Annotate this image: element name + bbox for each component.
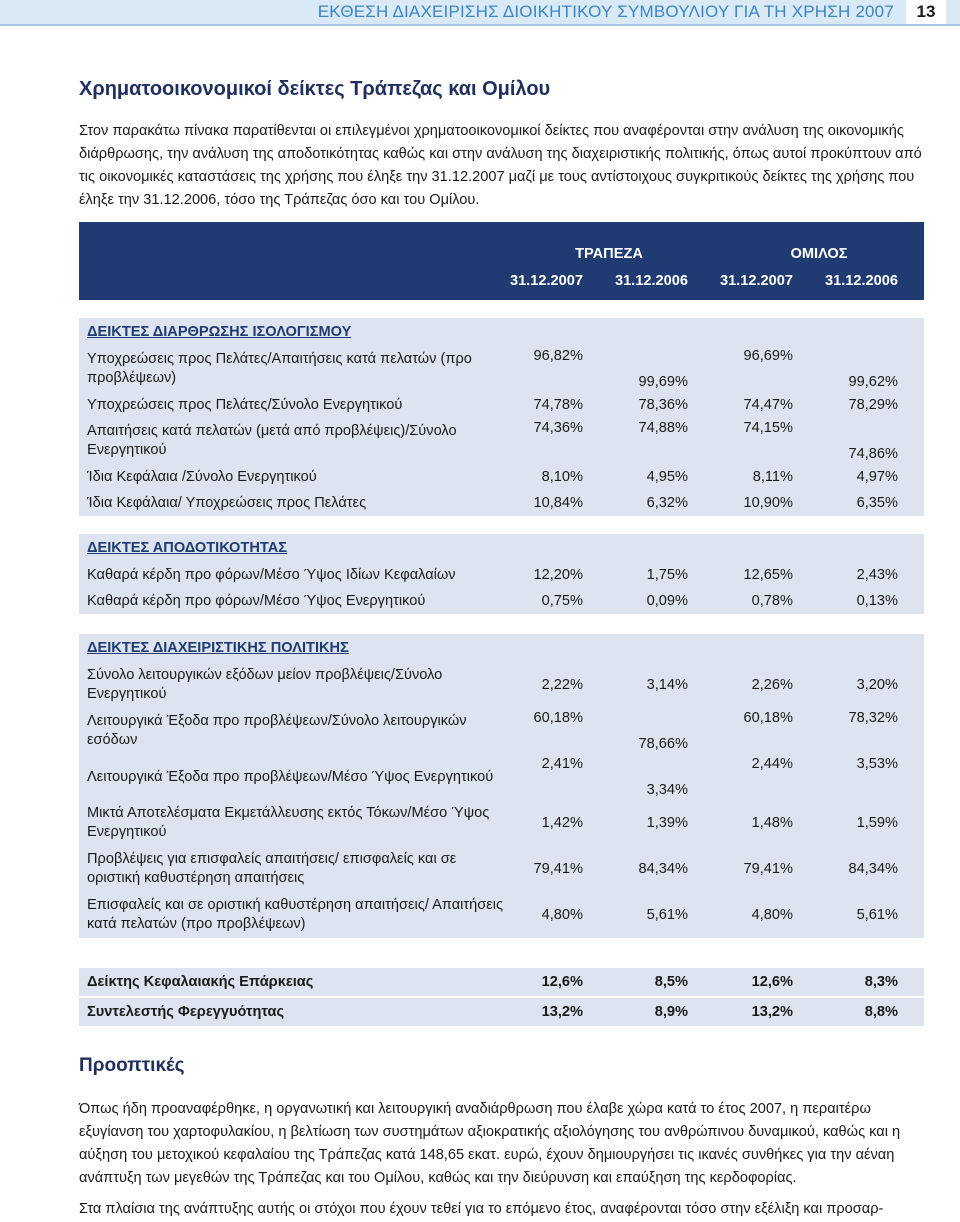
value-cell: 2,26% — [714, 662, 819, 708]
value-cell: 84,34% — [819, 846, 924, 892]
value-cell: 0,78% — [714, 588, 819, 614]
value-cell: 2,22% — [504, 662, 609, 708]
value-cell: 4,80% — [714, 892, 819, 938]
value-cell: 12,65% — [714, 562, 819, 588]
group-group-header: ΟΜΙΛΟΣ — [714, 222, 924, 262]
outlook-title: Προοπτικές — [79, 1055, 185, 1076]
summary-value-cell: 8,5% — [609, 968, 714, 997]
value-cell: 0,13% — [819, 588, 924, 614]
table-row — [79, 754, 924, 800]
table-row — [79, 464, 924, 490]
group-title-row — [79, 318, 924, 346]
table-row — [79, 800, 924, 846]
summary-row — [79, 997, 924, 1026]
value-cell: 99,62% — [819, 346, 924, 392]
row-label: Προβλέψεις για επισφαλείς απαιτήσεις/ επισφαλείς και σε οριστική καθυστέρηση απαιτήσεις — [79, 846, 504, 892]
spacer-cell — [79, 516, 924, 534]
summary-value-cell: 13,2% — [714, 997, 819, 1026]
value-cell: 84,34% — [609, 846, 714, 892]
value-cell: 5,61% — [609, 892, 714, 938]
value-cell: 1,59% — [819, 800, 924, 846]
table-row — [79, 588, 924, 614]
value-cell: 2,43% — [819, 562, 924, 588]
date-header-bank-2006: 31.12.2006 — [609, 262, 714, 300]
value-cell: 8,11% — [714, 464, 819, 490]
financial-ratios-table — [79, 222, 924, 1026]
value-cell: 5,61% — [819, 892, 924, 938]
value-cell: 74,36% — [504, 418, 609, 464]
value-cell: 1,75% — [609, 562, 714, 588]
value-cell: 2,41% — [504, 754, 609, 800]
value-cell: 60,18% — [504, 708, 609, 754]
value-cell: 79,41% — [714, 846, 819, 892]
value-cell: 78,36% — [609, 392, 714, 418]
summary-row — [79, 968, 924, 997]
table-row — [79, 846, 924, 892]
row-label: Μικτά Αποτελέσματα Εκμετάλλευσης εκτός Τόκων/Μέσο Ύψος Ενεργητικού — [79, 800, 504, 846]
group-spacer-row — [79, 300, 924, 318]
row-label: Ίδια Κεφάλαια /Σύνολο Ενεργητικού — [79, 464, 504, 490]
value-cell: 3,14% — [609, 662, 714, 708]
group-title: ΔΕΙΚΤΕΣ ΑΠΟΔΟΤΙΚΟΤΗΤΑΣ — [79, 534, 924, 562]
value-cell: 74,78% — [504, 392, 609, 418]
table-row — [79, 392, 924, 418]
value-cell: 74,15% — [714, 418, 819, 464]
date-header-group-2007: 31.12.2007 — [714, 262, 819, 300]
value-cell: 78,29% — [819, 392, 924, 418]
row-label: Υποχρεώσεις προς Πελάτες/Απαιτήσεις κατά πελατών (προ προβλέψεων) — [79, 346, 504, 392]
row-label: Καθαρά κέρδη προ φόρων/Μέσο Ύψος Ιδίων Κεφαλαίων — [79, 562, 504, 588]
value-cell: 78,32% — [819, 708, 924, 754]
outlook-paragraph-2: Στα πλαίσια της ανάπτυξης αυτής οι στόχοι που έχουν τεθεί για το επόμενο έτος, αναφέρονται τόσο στην εξέλιξη και προσαρ- — [79, 1201, 884, 1217]
table-row — [79, 562, 924, 588]
value-cell: 60,18% — [714, 708, 819, 754]
table-group-header-row — [79, 222, 924, 262]
value-cell: 4,80% — [504, 892, 609, 938]
value-cell: 79,41% — [504, 846, 609, 892]
report-header-title: ΕΚΘΕΣΗ ΔΙΑΧΕΙΡΙΣΗΣ ΔΙΟΙΚΗΤΙΚΟΥ ΣΥΜΒΟΥΛΙΟΥ ΓΙΑ ΤΗ ΧΡΗΣΗ 2007 — [317, 2, 894, 21]
group-spacer-row — [79, 938, 924, 968]
page-number: 13 — [906, 0, 946, 24]
summary-value-cell: 12,6% — [714, 968, 819, 997]
group-title: ΔΕΙΚΤΕΣ ΔΙΑΧΕΙΡΙΣΤΙΚΗΣ ΠΟΛΙΤΙΚΗΣ — [79, 634, 924, 662]
group-spacer-row — [79, 614, 924, 634]
outlook-paragraph-1: Όπως ήδη προαναφέρθηκε, η οργανωτική και λειτουργική αναδιάρθρωση που έλαβε χώρα κατά το έτος 2007, η περαιτέρω εξυγίανση του χαρτοφυλακίου, η βελτίωση των συστημάτων αξιοκρατικής αξιολόγησης του ανθρώπινου δυναμικού, καθώς και η αύξηση του μετοχικού κεφαλαίου της Τράπεζας κατά 148,65 εκατ. ευρώ, έχουν δημιουργήσει τις ικανές συνθήκες για την αέναη ανάπτυξη των μεγεθών της Τράπεζας και του Ομίλου, καθώς και την διεύρυνση και επαύξηση της κερδοφορίας. — [79, 1101, 901, 1186]
summary-value-cell: 13,2% — [504, 997, 609, 1026]
header-spacer — [79, 222, 504, 262]
group-title-row — [79, 634, 924, 662]
value-cell: 3,34% — [609, 754, 714, 800]
summary-value-cell: 8,8% — [819, 997, 924, 1026]
row-label: Επισφαλείς και σε οριστική καθυστέρηση απαιτήσεις/ Απαιτήσεις κατά πελατών (προ προβλέψεων) — [79, 892, 504, 938]
value-cell: 96,69% — [714, 346, 819, 392]
intro-paragraph: Στον παρακάτω πίνακα παρατίθενται οι επιλεγμένοι χρηματοοικονομικοί δείκτες που αναφέρονται στην ανάλυση της οικονομικής διάρθρωσης, την ανάλυση της αποδοτικότητας καθώς και στην ανάλυση της διαχειριστικής πολιτικής, όπως αυτοί προκύπτουν από τις οικονομικές καταστάσεις της χρήσης που έληξε την 31.12.2007 μαζί με τους αντίστοιχους συγκριτικούς δείκτες της χρήσης που έληξε την 31.12.2006, τόσο της Τράπεζας όσο και του Ομίλου. — [79, 123, 922, 208]
value-cell: 74,88% — [609, 418, 714, 464]
table-row — [79, 418, 924, 464]
spacer-cell — [79, 614, 924, 634]
group-title: ΔΕΙΚΤΕΣ ΔΙΑΡΘΡΩΣΗΣ ΙΣΟΛΟΓΙΣΜΟΥ — [79, 318, 924, 346]
row-label: Καθαρά κέρδη προ φόρων/Μέσο Ύψος Ενεργητικού — [79, 588, 504, 614]
row-label: Λειτουργικά Έξοδα προ προβλέψεων/Σύνολο λειτουργικών εσόδων — [79, 708, 504, 754]
row-label: Σύνολο λειτουργικών εξόδων μείον προβλέψεις/Σύνολο Ενεργητικού — [79, 662, 504, 708]
value-cell: 1,42% — [504, 800, 609, 846]
summary-value-cell: 12,6% — [504, 968, 609, 997]
table-row — [79, 662, 924, 708]
value-cell: 4,95% — [609, 464, 714, 490]
header-band — [0, 0, 960, 26]
row-label: Λειτουργικά Έξοδα προ προβλέψεων/Μέσο Ύψος Ενεργητικού — [79, 754, 504, 800]
value-cell: 10,90% — [714, 490, 819, 516]
value-cell: 6,35% — [819, 490, 924, 516]
value-cell: 6,32% — [609, 490, 714, 516]
summary-value-cell: 8,9% — [609, 997, 714, 1026]
value-cell: 74,47% — [714, 392, 819, 418]
row-label: Υποχρεώσεις προς Πελάτες/Σύνολο Ενεργητικού — [79, 392, 504, 418]
value-cell: 3,53% — [819, 754, 924, 800]
value-cell: 4,97% — [819, 464, 924, 490]
value-cell: 99,69% — [609, 346, 714, 392]
table-row — [79, 490, 924, 516]
value-cell: 12,20% — [504, 562, 609, 588]
section-title: Χρηματοοικονομικοί δείκτες Τράπεζας και Ομίλου — [79, 78, 551, 100]
table-row — [79, 708, 924, 754]
value-cell: 0,09% — [609, 588, 714, 614]
value-cell: 2,44% — [714, 754, 819, 800]
group-spacer-row — [79, 516, 924, 534]
value-cell: 1,48% — [714, 800, 819, 846]
summary-value-cell: 8,3% — [819, 968, 924, 997]
value-cell: 3,20% — [819, 662, 924, 708]
table-date-header-row — [79, 262, 924, 300]
spacer-cell — [79, 300, 924, 318]
value-cell: 8,10% — [504, 464, 609, 490]
header-spacer — [79, 262, 504, 300]
spacer-cell — [79, 938, 924, 968]
date-header-group-2006: 31.12.2006 — [819, 262, 924, 300]
table-row — [79, 346, 924, 392]
bank-group-header: ΤΡΑΠΕΖΑ — [504, 222, 714, 262]
date-header-bank-2007: 31.12.2007 — [504, 262, 609, 300]
group-title-row — [79, 534, 924, 562]
value-cell: 0,75% — [504, 588, 609, 614]
value-cell: 78,66% — [609, 708, 714, 754]
value-cell: 1,39% — [609, 800, 714, 846]
value-cell: 96,82% — [504, 346, 609, 392]
summary-label: Συντελεστής Φερεγγυότητας — [79, 997, 504, 1026]
row-label: Ίδια Κεφάλαια/ Υποχρεώσεις προς Πελάτες — [79, 490, 504, 516]
table-row — [79, 892, 924, 938]
summary-label: Δείκτης Κεφαλαιακής Επάρκειας — [79, 968, 504, 997]
value-cell: 74,86% — [819, 418, 924, 464]
value-cell: 10,84% — [504, 490, 609, 516]
row-label: Απαιτήσεις κατά πελατών (μετά από προβλέψεις)/Σύνολο Ενεργητικού — [79, 418, 504, 464]
